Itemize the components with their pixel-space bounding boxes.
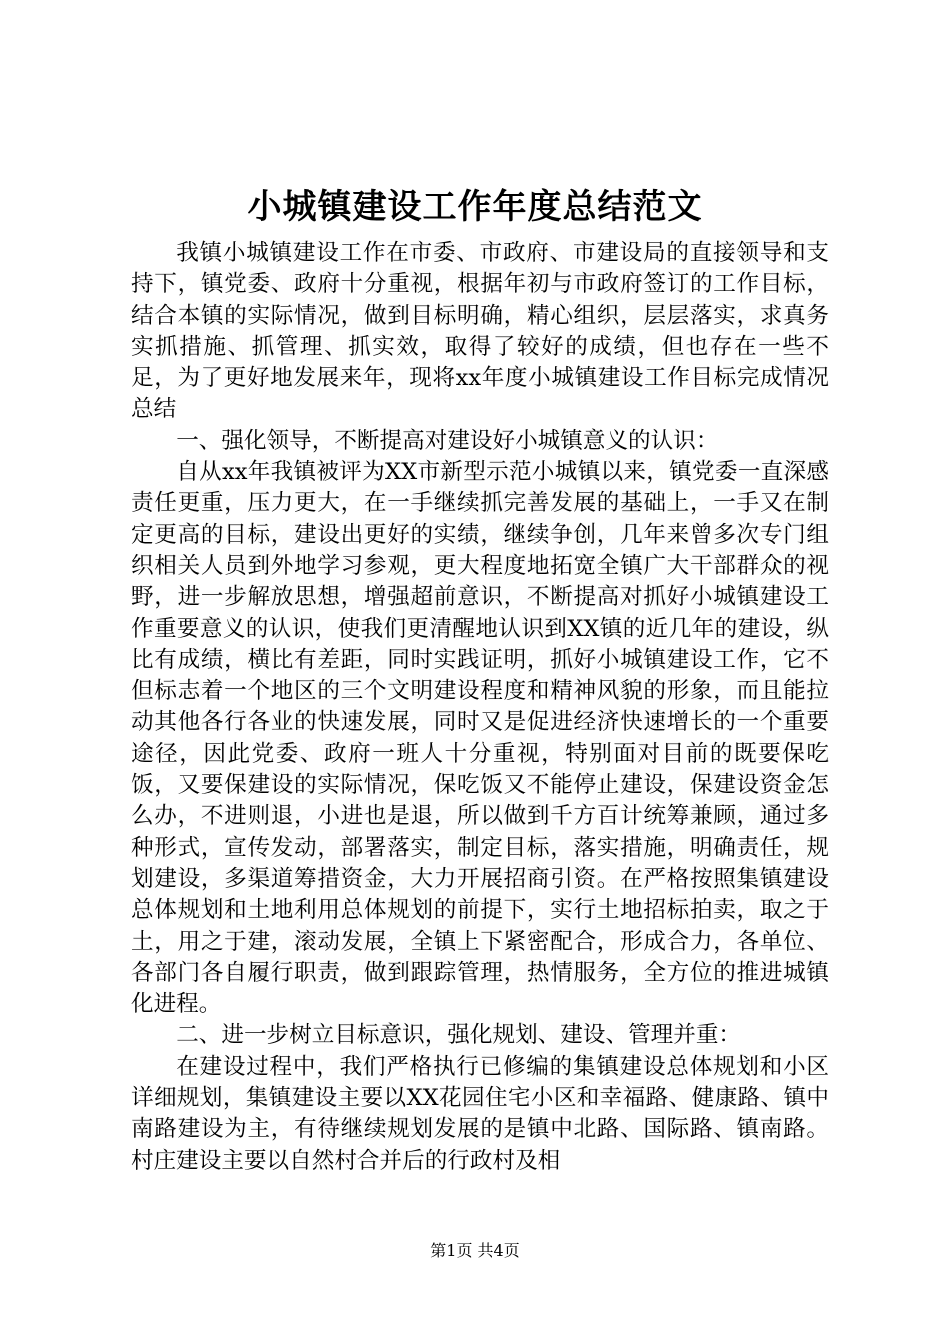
intro-paragraph: 我镇小城镇建设工作在市委、市政府、市建设局的直接领导和支持下，镇党委、政府十分重视，根据年初与市政府签订的工作目标，结合本镇的实际情况，做到目标明确，精心组织，层层落实，求真务实抓措施、抓管理、抓实效，取得了较好的成绩，但也存在一些不足，为了更好地发展来年，现将xx年度小城镇建设工作目标完成情况总结 <box>131 240 829 423</box>
document-title: 小城镇建设工作年度总结范文 <box>247 187 703 227</box>
document-body <box>131 238 829 1177</box>
section-heading-2: 二、进一步树立目标意识，强化规划、建设、管理并重： <box>176 1022 742 1049</box>
section-heading-1: 一、强化领导，不断提高对建设好小城镇意义的认识： <box>176 427 719 454</box>
section-2-paragraph: 在建设过程中，我们严格执行已修编的集镇建设总体规划和小区详细规划，集镇建设主要以XX花园住宅小区和幸福路、健康路、镇中南路建设为主，有待继续规划发展的是镇中北路、国际路、镇南路。村庄建设主要以自然村合并后的行政村及相 <box>131 1053 829 1174</box>
page-footer: 第1页 共4页 <box>430 1241 520 1260</box>
section-1-paragraph: 自从xx年我镇被评为XX市新型示范小城镇以来，镇党委一直深感责任更重，压力更大，在一手继续抓完善发展的基础上，一手又在制定更高的目标，建设出更好的实绩，继续争创，几年来曾多次专门组织相关人员到外地学习参观，更大程度地拓宽全镇广大干部群众的视野，进一步解放思想，增强超前意识，不断提高对抓好小城镇建设工作重要意义的认识，使我们更清醒地认识到XX镇的近几年的建设，纵比有成绩，横比有差距，同时实践证明，抓好小城镇建设工作，它不但标志着一个地区的三个文明建设程度和精神风貌的形象，而且能拉动其他各行各业的快速发展，同时又是促进经济快速增长的一个重要途径，因此党委、政府一班人十分重视，特别面对目前的既要保吃饭，又要保建设的实际情况，保吃饭又不能停止建设，保建设资金怎么办，不进则退，小进也是退，所以做到千方百计统筹兼顾，通过多种形式，宣传发动，部署落实，制定目标，落实措施，明确责任，规划建设，多渠道筹措资金，大力开展招商引资。在严格按照集镇建设总体规划和土地利用总体规划的前提下，实行土地招标拍卖，取之于土，用之于建，滚动发展，全镇上下紧密配合，形成合力，各单位、各部门各自履行职责，做到跟踪管理，热情服务，全方位的推进城镇化进程。 <box>131 459 829 1018</box>
